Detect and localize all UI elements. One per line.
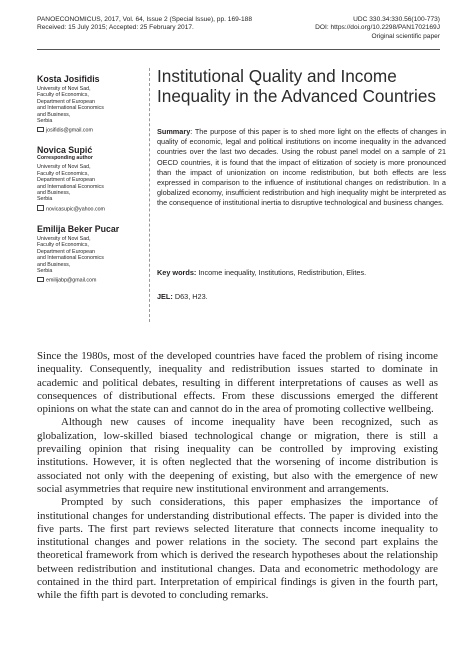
affiliation-line: and Business, [37, 190, 71, 197]
affiliation-line: University of Novi Sad, [37, 235, 91, 242]
affiliation-line: Department of European [37, 177, 96, 184]
author-name: Kosta Josifidis [37, 74, 100, 84]
author-block [37, 74, 145, 134]
affiliation-line: Department of European [37, 98, 96, 105]
author-name: Emilija Beker Pucar [37, 223, 120, 234]
body-paragraph: Although new causes of income inequality have been recognized, such as globalization, low-skilled biased technological change or migration, there is still a prevailing opinion that rising inequality can be controlled by improving existing institutions. However, it is often neglected that the worsening of income distribution is associated not only with the deepening of existing, but also with the emergence of new social asymmetries that require new institutional environment and arrangements. [37, 416, 438, 495]
affiliation-line: Faculty of Economics, [37, 242, 89, 249]
keywords [157, 268, 446, 278]
jel-codes [157, 292, 446, 302]
affiliation-line: and Business, [37, 261, 71, 268]
author-email[interactable] [37, 276, 145, 284]
affiliation-line: Serbia [37, 118, 53, 125]
body-paragraph: Since the 1980s, most of the developed countries have faced the problem of rising income inequality. Consequently, inequality and redistribution issues started to dominate in academic and political debates, resulting in different interpretations of causes as well as consequences of distributional effects. From these discussions emerged the different opinions on what the state can and cannot do in the area of promoting collective wellbeing. [37, 350, 438, 416]
author-name: Novica Supić [37, 145, 93, 156]
affiliation-line: Serbia [37, 267, 53, 274]
email-text[interactable]: josifidis@gmail.com [46, 128, 93, 135]
body-text [37, 350, 438, 603]
journal-header-left [37, 16, 252, 33]
affiliation-line: Faculty of Economics, [37, 170, 89, 177]
udc-code: UDC 330.34:330.56(100-773) [353, 16, 440, 23]
abstract-label: Summary [157, 127, 191, 136]
keywords-label: Key words: [157, 268, 197, 277]
keywords-text: Income inequality, Institutions, Redistribution, Elites. [196, 268, 367, 277]
author-affiliation [37, 86, 145, 124]
body-paragraph: Prompted by such considerations, this paper emphasizes the importance of institutional changes for understanding distributional effects. The paper is divided into the five parts. The first part reviews selected literature that connects income inequality to institutional changes and power relations in the society. The second part explains the theoretical framework from which is derived the research hypotheses about the relationship between redistribution and institutional changes. Data and econometric methodology are contained in the third part. Interpretation of empirical findings is given in the fourth part, while the fifth part is devoted to concluding remarks. [37, 496, 438, 602]
email-text[interactable]: emilijabp@gmail.com [46, 277, 97, 284]
header-rule [37, 49, 440, 50]
affiliation-line: University of Novi Sad, [37, 164, 91, 171]
affiliation-line: Department of European [37, 248, 96, 255]
jel-label: JEL: [157, 292, 173, 301]
affiliation-line: and International Economics [37, 255, 104, 262]
paper-type: Original scientific paper [371, 32, 440, 40]
affiliation-line: and Business, [37, 111, 71, 118]
envelope-icon [37, 127, 44, 133]
author-block [37, 224, 145, 284]
paper-title: Institutional Quality and Income Inequality in the Advanced Countries [157, 66, 437, 106]
abstract-text: : The purpose of this paper is to shed more light on the effects of changes in quality of economic, legal and political institutions on income inequality in the advanced countries over the last two decades. Using the robust panel model on a sample of 21 OECD countries, it is found that the impact of elitization of society is more pronounced than the impact of unionization on income redistribution, but both effects are less expressed in comparison to the influence of institutional changes on redistribution. In a globalized economy, insufficient redistribution and high inequality might be interpreted as the consequence of institutional inertia to disruptive technological and business changes. [157, 127, 446, 208]
author-block [37, 145, 145, 212]
affiliation-line: and International Economics [37, 183, 104, 190]
author-email[interactable] [37, 126, 145, 134]
journal-citation: PANOECONOMICUS, 2017, Vol. 64, Issue 2 (Special Issue), pp. 169-188 [37, 16, 253, 23]
author-affiliation [37, 164, 145, 202]
affiliation-line: Faculty of Economics, [37, 92, 89, 99]
received-dates: Received: 15 July 2015; Accepted: 25 February 2017. [37, 24, 194, 32]
affiliation-line: University of Novi Sad, [37, 86, 91, 92]
author-affiliation [37, 236, 145, 274]
affiliation-line: Serbia [37, 196, 53, 203]
journal-header-right [315, 16, 440, 41]
jel-text: D63, H23. [172, 292, 208, 301]
doi-link[interactable]: DOI: https://doi.org/10.2298/PAN1702169J [315, 24, 440, 32]
abstract [157, 127, 446, 209]
author-sidebar [37, 74, 145, 295]
affiliation-line: and International Economics [37, 105, 104, 112]
sidebar-divider [149, 68, 150, 322]
envelope-icon [37, 277, 44, 283]
envelope-icon [37, 205, 44, 211]
author-email[interactable] [37, 205, 145, 213]
email-text[interactable]: novicasupic@yahoo.com [46, 206, 105, 213]
author-role: Corresponding author [37, 155, 93, 162]
